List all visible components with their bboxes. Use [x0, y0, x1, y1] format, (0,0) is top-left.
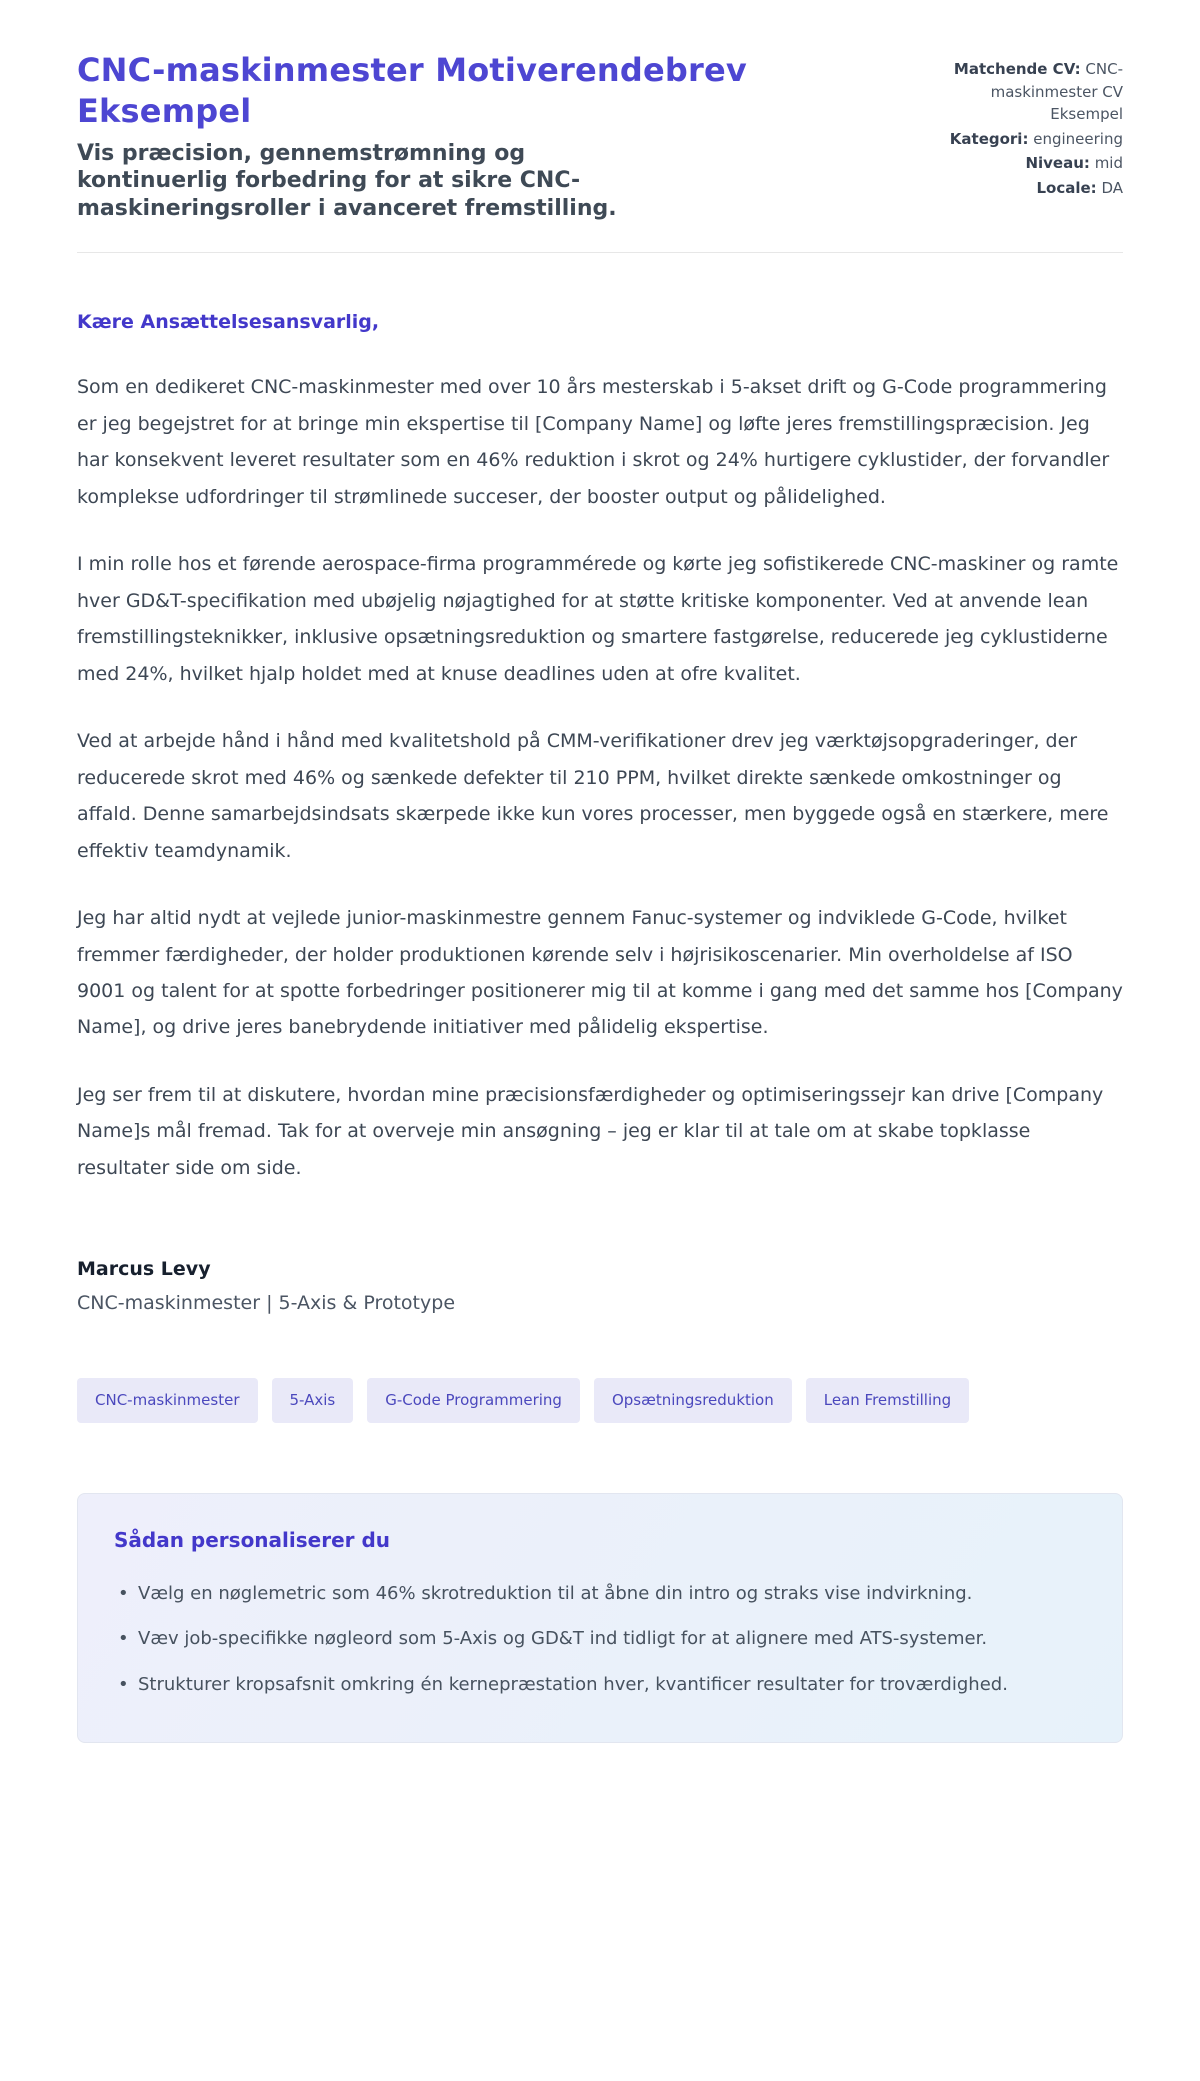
meta-block: [933, 50, 1123, 201]
meta-level: [933, 152, 1123, 175]
tag-chip: 5-Axis: [272, 1378, 354, 1423]
signature-block: [77, 1258, 1123, 1314]
cover-letter-body: [77, 311, 1123, 1314]
letter-greeting: Kære Ansættelsesansvarlig,: [77, 311, 380, 334]
header-divider: [77, 252, 1123, 253]
personalization-tips-box: [77, 1493, 1123, 1742]
tag-chip: Lean Fremstilling: [806, 1378, 969, 1423]
letter-paragraph: Jeg har altid nydt at vejlede junior-maskinmestre gennem Fanuc-systemer og indviklede G-Code, hvilket fremmer færdigheder, der holder produktionen kørende selv i højrisikoscenarier. Min overholdelse af ISO 9001 og talent for at spotte forbedringer positionerer mig til at komme i gang med det samme hos [Company Name], og drive jeres banebrydende initiativer med pålidelig ekspertise.: [77, 907, 1123, 1039]
signature-role: CNC-maskinmester | 5-Axis & Prototype: [77, 1292, 456, 1315]
tip-item: • Væv job-specifikke nøgleord som 5-Axis og GD&T ind tidligt for at alignere med ATS-systemer.: [114, 1621, 1086, 1656]
meta-level-value: mid: [1094, 154, 1123, 172]
tip-item: • Strukturer kropsafsnit omkring én kernepræstation hver, kvantificer resultater for troværdighed.: [114, 1667, 1086, 1702]
meta-matching-cv-label: Matchende CV:: [953, 60, 1081, 78]
meta-matching-cv: [933, 58, 1123, 126]
signature-name: Marcus Levy: [77, 1258, 211, 1281]
meta-category-value: engineering: [1033, 129, 1123, 148]
meta-category: [933, 128, 1123, 151]
keyword-tags: [77, 1378, 1123, 1423]
tip-item: • Vælg en nøglemetric som 46% skrotreduktion til at åbne din intro og straks vise indvirkning.: [114, 1576, 1086, 1611]
page-subtitle: Vis præcision, gennemstrømning og kontinuerlig forbedring for at sikre CNC-maskineringsroller i avanceret fremstilling.: [77, 140, 617, 221]
letter-paragraph: Som en dedikeret CNC-maskinmester med over 10 års mesterskab i 5-akset drift og G-Code programmering er jeg begejstret for at bringe min ekspertise til [Company Name] og løfte jeres fremstillingspræcision. Jeg har konsekvent leveret resultater som en 46% reduktion i skrot og 24% hurtigere cyklustider, der forvandler komplekse udfordringer til strømlinede succeser, der booster output og pålidelighed.: [77, 376, 1110, 508]
letter-paragraph: I min rolle hos et førende aerospace-firma programmérede og kørte jeg sofistikerede CNC-maskiner og ramte hver GD&T-specifikation med ubøjelig nøjagtighed for at støtte kritiske komponenter. Ved at anvende lean fremstillingsteknikker, inklusive opsætningsreduktion og smartere fastgørelse, reducerede jeg cyklustiderne med 24%, hvilket hjalp holdet med at knuse deadlines uden at ofre kvalitet.: [77, 553, 1119, 685]
meta-category-label: Kategori:: [949, 129, 1029, 148]
tag-chip: CNC-maskinmester: [77, 1378, 258, 1423]
page-header: [77, 50, 1123, 222]
tips-heading: Sådan personaliserer du: [114, 1528, 391, 1553]
header-title-block: [77, 50, 757, 222]
meta-locale-label: Locale:: [1036, 178, 1097, 197]
page-container: [77, 0, 1123, 1807]
page-title: CNC-maskinmester Motiverendebrev Eksempel: [77, 51, 747, 130]
tag-chip: Opsætningsreduktion: [594, 1378, 792, 1423]
tag-chip: G-Code Programmering: [367, 1378, 580, 1423]
meta-level-label: Niveau:: [1025, 154, 1090, 172]
letter-paragraph: Ved at arbejde hånd i hånd med kvalitetshold på CMM-verifikationer drev jeg værktøjsopgraderinger, der reducerede skrot med 46% og sænkede defekter til 210 PPM, hvilket direkte sænkede omkostninger og affald. Denne samarbejdsindsats skærpede ikke kun vores processer, men byggede også en stærkere, mere effektiv teamdynamik.: [77, 730, 1109, 862]
letter-paragraph: Jeg ser frem til at diskutere, hvordan mine præcisionsfærdigheder og optimiseringssejr kan drive [Company Name]s mål fremad. Tak for at overveje min ansøgning – jeg er klar til at tale om at skabe topklasse resultater side om side.: [77, 1083, 1104, 1179]
meta-locale-value: DA: [1101, 178, 1123, 197]
meta-matching-cv-value: CNC-maskinmester CV Eksempel: [990, 60, 1123, 123]
meta-locale: [933, 177, 1123, 200]
tips-list: [114, 1576, 1086, 1701]
